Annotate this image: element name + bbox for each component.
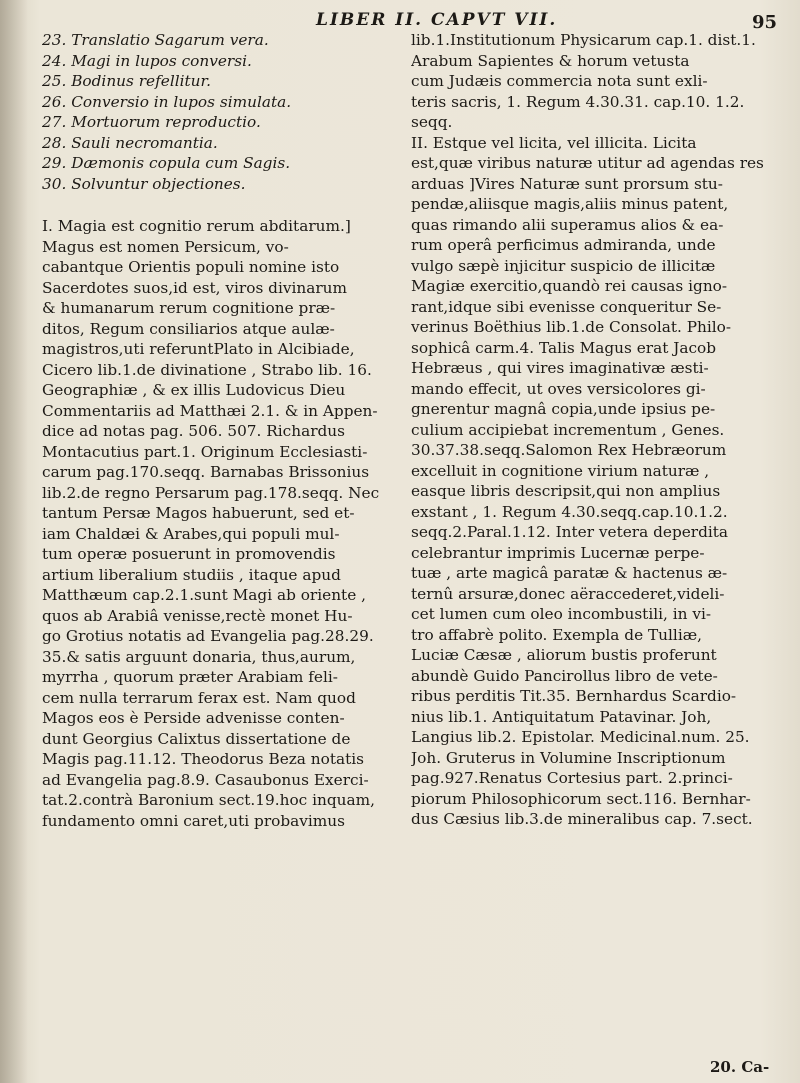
text-line: pendæ,aliisque magis,aliis minus patent,	[411, 195, 729, 213]
gutter-shadow	[0, 0, 28, 1083]
text-line: II. Estque vel licita, vel illicita. Licita	[411, 133, 697, 152]
text-line: Cicero lib.1.de divinatione , Strabo lib. 16.	[42, 360, 372, 379]
section-list-item: 28. Sauli necromantia.	[42, 133, 218, 152]
text-line: myrrha , quorum præter Arabiam feli-	[42, 668, 338, 686]
text-line: Joh. Gruterus in Volumine Inscriptionum	[411, 748, 726, 767]
text-line: gnerentur magnâ copia,unde ipsius pe-	[411, 400, 716, 418]
text-line: 30.37.38.seqq.Salomon Rex Hebræorum	[411, 441, 727, 459]
text-line: & humanarum rerum cognitione præ-	[42, 299, 336, 317]
text-line: quas rimando alii superamus alios & ea-	[411, 215, 724, 234]
section-list-item: 26. Conversio in lupos simulata.	[42, 92, 292, 111]
text-line: carum pag.170.seqq. Barnabas Brissonius	[42, 463, 370, 481]
text-line: verinus Boëthius lib.1.de Consolat. Philo-	[411, 318, 732, 336]
section-list-item: 29. Dæmonis copula cum Sagis.	[42, 154, 291, 172]
section-list-item: 23. Translatio Sagarum vera.	[42, 31, 269, 49]
text-line: tantum Persæ Magos habuerunt, sed et-	[42, 504, 355, 522]
text-line: culium accipiebat incrementum , Genes.	[411, 420, 725, 439]
text-line: seqq.	[411, 113, 453, 131]
text-line: 35.& satis arguunt donaria, thus,aurum,	[42, 647, 356, 666]
text-line: mando effecit, ut oves versicolores gi-	[411, 379, 706, 398]
text-line: tat.2.contrà Baronium sect.19.hoc inquam,	[42, 791, 375, 809]
text-line: magistros,uti referuntPlato in Alcibiade,	[42, 340, 355, 358]
text-line: Magus est nomen Persicum, vo-	[42, 237, 289, 256]
text-line: pag.927.Renatus Cortesius part. 2.princi-	[411, 769, 733, 787]
text-line: cum Judæis commercia nota sunt exli-	[411, 72, 708, 90]
text-line: arduas ]Vires Naturæ sunt prorsum stu-	[411, 174, 723, 193]
running-head: LIBER II. CAPVT VII.	[316, 10, 558, 30]
text-line: cet lumen cum oleo incombustili, in vi-	[411, 605, 712, 623]
text-line: Luciæ Cæsæ , aliorum bustis proferunt	[411, 646, 717, 664]
text-line: exstant , 1. Regum 4.30.seqq.cap.10.1.2.	[411, 502, 728, 521]
text-line: vulgo sæpè injicitur suspicio de illicitæ	[411, 256, 716, 275]
section-list-item: 27. Mortuorum reproductio.	[42, 113, 261, 131]
text-line: Geographiæ , & ex illis Ludovicus Dieu	[42, 381, 346, 399]
text-line: tuæ , arte magicâ paratæ & hactenus æ-	[411, 564, 728, 582]
text-line: Magiæ exercitio,quandò rei causas igno-	[411, 277, 728, 295]
text-line: nius lib.1. Antiquitatum Patavinar. Joh,	[411, 707, 712, 726]
text-line: Montacutius part.1. Originum Ecclesiasti-	[42, 442, 368, 461]
section-list-item: 30. Solvuntur objectiones.	[42, 174, 246, 193]
text-line: fundamento omni caret,uti probavimus	[42, 811, 346, 830]
left-column-text	[42, 216, 382, 831]
text-line: ad Evangelia pag.8.9. Casaubonus Exerci-	[42, 770, 369, 789]
text-line: dus Cæsius lib.3.de mineralibus cap. 7.sect.	[411, 810, 753, 828]
text-line: Matthæum cap.2.1.sunt Magi ab oriente ,	[42, 586, 366, 604]
text-line: iam Chaldæi & Arabes,qui populi mul-	[42, 524, 340, 543]
page-number: 95	[752, 12, 778, 33]
text-line: tum operæ posuerunt in promovendis	[42, 545, 336, 563]
text-line: tro affabrè polito. Exempla de Tulliæ,	[411, 625, 702, 644]
section-list	[42, 30, 382, 194]
text-line: I. Magia est cognitio rerum abditarum.]	[42, 217, 351, 235]
section-list-item: 24. Magi in lupos conversi.	[42, 51, 252, 70]
text-line: excelluit in cognitione virium naturæ ,	[411, 461, 710, 480]
text-line: sophicâ carm.4. Talis Magus erat Jacob	[411, 338, 717, 357]
text-line: celebrantur imprimis Lucernæ perpe-	[411, 543, 705, 562]
text-line: ribus perditis Tit.35. Bernhardus Scardio-	[411, 687, 737, 705]
text-line: go Grotius notatis ad Evangelia pag.28.29.	[42, 627, 374, 645]
text-line: quos ab Arabiâ venisse,rectè monet Hu-	[42, 606, 353, 625]
text-line: Commentariis ad Matthæi 2.1. & in Appen-	[42, 401, 378, 420]
text-line: cabantque Orientis populi nomine isto	[42, 258, 340, 276]
text-line: cem nulla terrarum ferax est. Nam quod	[42, 688, 356, 707]
text-line: abundè Guido Pancirollus libro de vete-	[411, 666, 718, 685]
text-line: easque libris descripsit,qui non amplius	[411, 482, 721, 500]
text-line: rant,idque sibi evenisse conqueritur Se-	[411, 297, 722, 316]
right-column	[411, 30, 779, 830]
text-line: Hebræus , qui vires imaginativæ æsti-	[411, 359, 709, 377]
left-column	[42, 30, 382, 831]
text-line: ditos, Regum consiliarios atque aulæ-	[42, 319, 335, 338]
text-line: Magis pag.11.12. Theodorus Beza notatis	[42, 750, 365, 768]
text-line: piorum Philosophicorum sect.116. Bernhar-	[411, 789, 751, 808]
text-line: teris sacris, 1. Regum 4.30.31. cap.10. 1.2.	[411, 92, 745, 111]
catchword: 20. Ca-	[710, 1058, 770, 1076]
text-line: artium liberalium studiis , itaque apud	[42, 565, 341, 584]
text-line: rum operâ perficimus admiranda, unde	[411, 236, 716, 254]
section-list-item: 25. Bodinus refellitur.	[42, 72, 211, 90]
text-line: ternû arsuræ,donec aëraccederet,videli-	[411, 584, 725, 603]
text-line: Magos eos è Perside advenisse conten-	[42, 709, 345, 727]
text-line: Sacerdotes suos,id est, viros divinarum	[42, 278, 348, 297]
text-line: Langius lib.2. Epistolar. Medicinal.num. 25.	[411, 728, 750, 746]
text-line: dunt Georgius Calixtus dissertatione de	[42, 729, 351, 748]
text-line: Arabum Sapientes & horum vetusta	[411, 51, 690, 70]
text-line: seqq.2.Paral.1.12. Inter vetera deperdita	[411, 523, 729, 541]
text-line: lib.2.de regno Persarum pag.178.seqq. Nec	[42, 483, 380, 502]
text-line: lib.1.Institutionum Physicarum cap.1. dist.1.	[411, 31, 756, 49]
text-line: est,quæ viribus naturæ utitur ad agendas res	[411, 154, 764, 172]
text-line: dice ad notas pag. 506. 507. Richardus	[42, 422, 346, 440]
